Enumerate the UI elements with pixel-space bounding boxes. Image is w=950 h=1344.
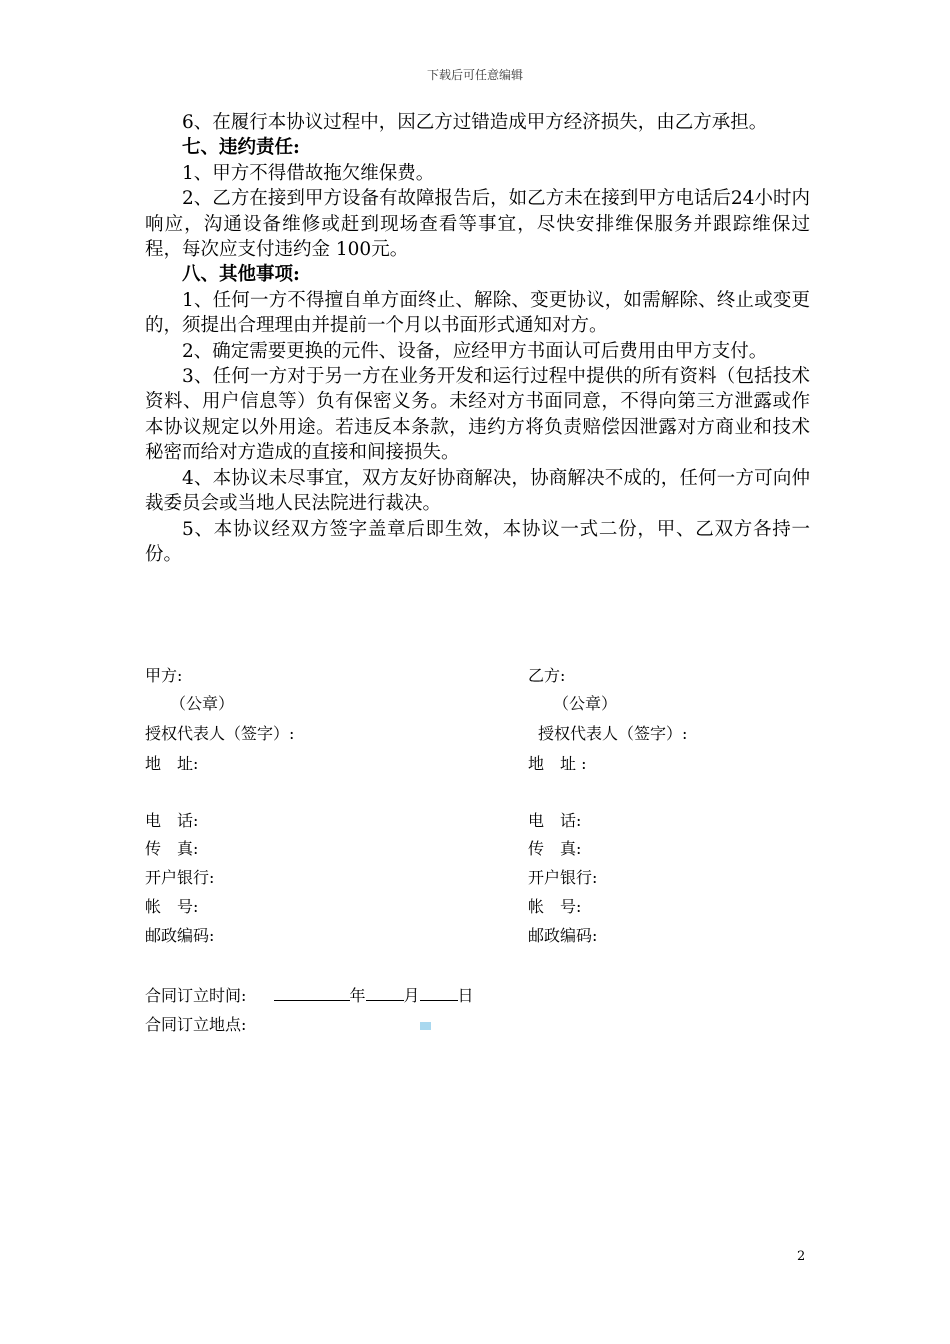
clause-8-2: 2、确定需要更换的元件、设备，应经甲方书面认可后费用由甲方支付。 [182,340,768,362]
clause-8-5: 5、本协议经双方签字盖章后即生效，本协议一式二份，甲、乙双方各持一份。 [145,518,810,565]
party-a-seal: （公章） [170,694,235,713]
clause-8-3: 3、任何一方对于另一方在业务开发和运行过程中提供的所有资料（包括技术资料、用户信息等）负有保密义务。未经对方书面同意，不得向第三方泄露或作本协议规定以外用途。若违反本条款，违约方将负责赔偿因泄露对方商业和技术秘密而给对方造成的直接和间接损失。 [145,366,810,464]
year-unit: 年 [349,986,366,1005]
party-a-bank: 开户银行: [145,868,215,887]
section-7-title: 七、违约责任: [182,137,300,159]
clause-7-2: 2、乙方在接到甲方设备有故障报告后，如乙方未在接到甲方电话后24小时内响应，沟通设备维修或赶到现场查看等事宜，尽快安排维保服务并跟踪维保过程，每次应支付违约金 100元。 [145,188,810,261]
year-blank [274,984,350,1001]
party-b-bank: 开户银行: [528,868,598,887]
clause-8-4: 4、本协议未尽事宜，双方友好协商解决，协商解决不成的，任何一方可向仲裁委员会或当地人民法院进行裁决。 [145,467,810,515]
party-b-seal: （公章） [553,694,618,713]
party-a-postcode: 邮政编码: [145,926,215,945]
clause-8-1: 1、任何一方不得擅自单方面终止、解除、变更协议，如需解除、终止或变更的，须提出合理理由并提前一个月以书面形式通知对方。 [145,289,810,337]
agreement-body [145,110,810,567]
cursor-marker [420,1022,431,1030]
month-blank [366,984,404,1001]
party-a-address: 地 址: [145,754,199,773]
party-a-phone: 电 话: [145,811,199,830]
contract-date-label: 合同订立时间: [145,986,247,1005]
clause-7-1: 1、甲方不得借故拖欠维保费。 [182,162,435,184]
day-blank [420,984,458,1001]
clause-6-6: 6、在履行本协议过程中，因乙方过错造成甲方经济损失，由乙方承担。 [182,112,768,133]
party-a-rep: 授权代表人（签字）: [145,724,295,743]
party-b-phone: 电 话: [528,811,582,830]
party-b-postcode: 邮政编码: [528,926,598,945]
page-number: 2 [797,1249,806,1264]
page-header: 下载后可任意编辑 [426,68,523,82]
party-b-account: 帐 号: [528,897,582,916]
party-a-fax: 传 真: [145,839,199,858]
party-b-rep: 授权代表人（签字）: [538,724,688,743]
contract-place-label: 合同订立地点: [145,1015,247,1034]
contract-date-line [145,984,474,1006]
day-unit: 日 [457,986,474,1005]
party-b-address: 地 址 : [528,754,587,773]
section-8-title: 八、其他事项: [182,264,300,286]
party-b-label: 乙方: [528,666,566,685]
party-b-fax: 传 真: [528,839,582,858]
party-a-label: 甲方: [145,666,183,685]
month-unit: 月 [403,986,420,1005]
party-a-account: 帐 号: [145,897,199,916]
